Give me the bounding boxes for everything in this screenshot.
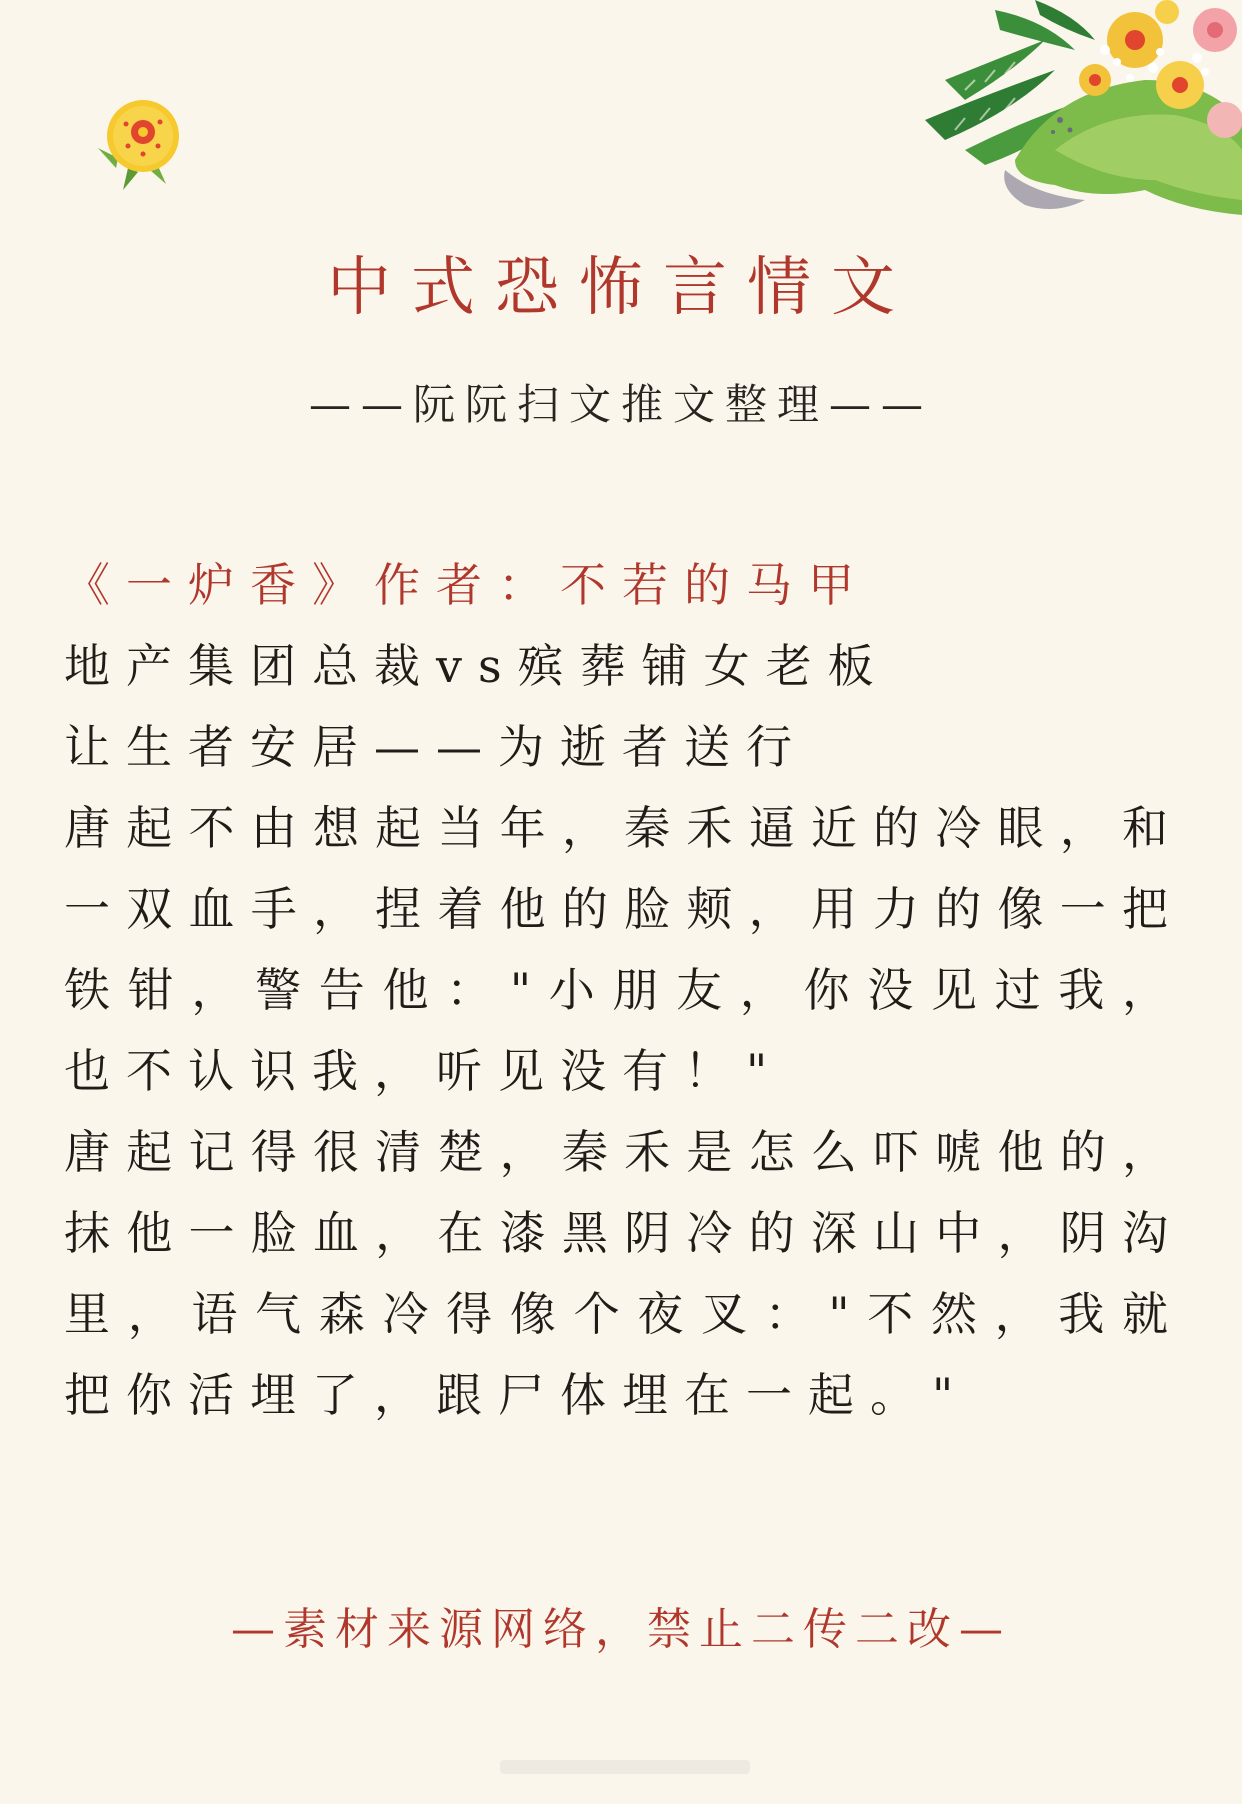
page-title: 中式恐怖言情文 [327, 251, 915, 325]
story-paragraph-1: 唐起不由想起当年，秦禾逼近的冷眼，和一双血手，捏着他的脸颊，用力的像一把铁钳，警告他："小朋友，你没见过我，也不认识我，听见没有！" [64, 801, 1184, 1098]
story-paragraph-2: 唐起记得很清楚，秦禾是怎么吓唬他的，抹他一脸血，在漆黑阴冷的深山中，阴沟里，语气森冷得像个夜叉："不然，我就把你活埋了，跟尸体埋在一起。" [64, 1125, 1184, 1422]
floral-bouquet-icon [905, 0, 1242, 215]
watermark-icon [500, 1752, 750, 1782]
copyright-note: —素材来源网络，禁止二传二改— [231, 1604, 1011, 1655]
book-title-line: 《一炉香》作者：不若的马甲 [64, 558, 870, 612]
book-tagline-1: 地产集团总裁vs殡葬铺女老板 [64, 639, 890, 693]
yellow-flower-icon [88, 88, 198, 193]
page-subtitle: ——阮阮扫文推文整理—— [308, 380, 933, 429]
book-tagline-2: 让生者安居——为逝者送行 [64, 720, 808, 774]
article-body [64, 545, 1184, 1436]
